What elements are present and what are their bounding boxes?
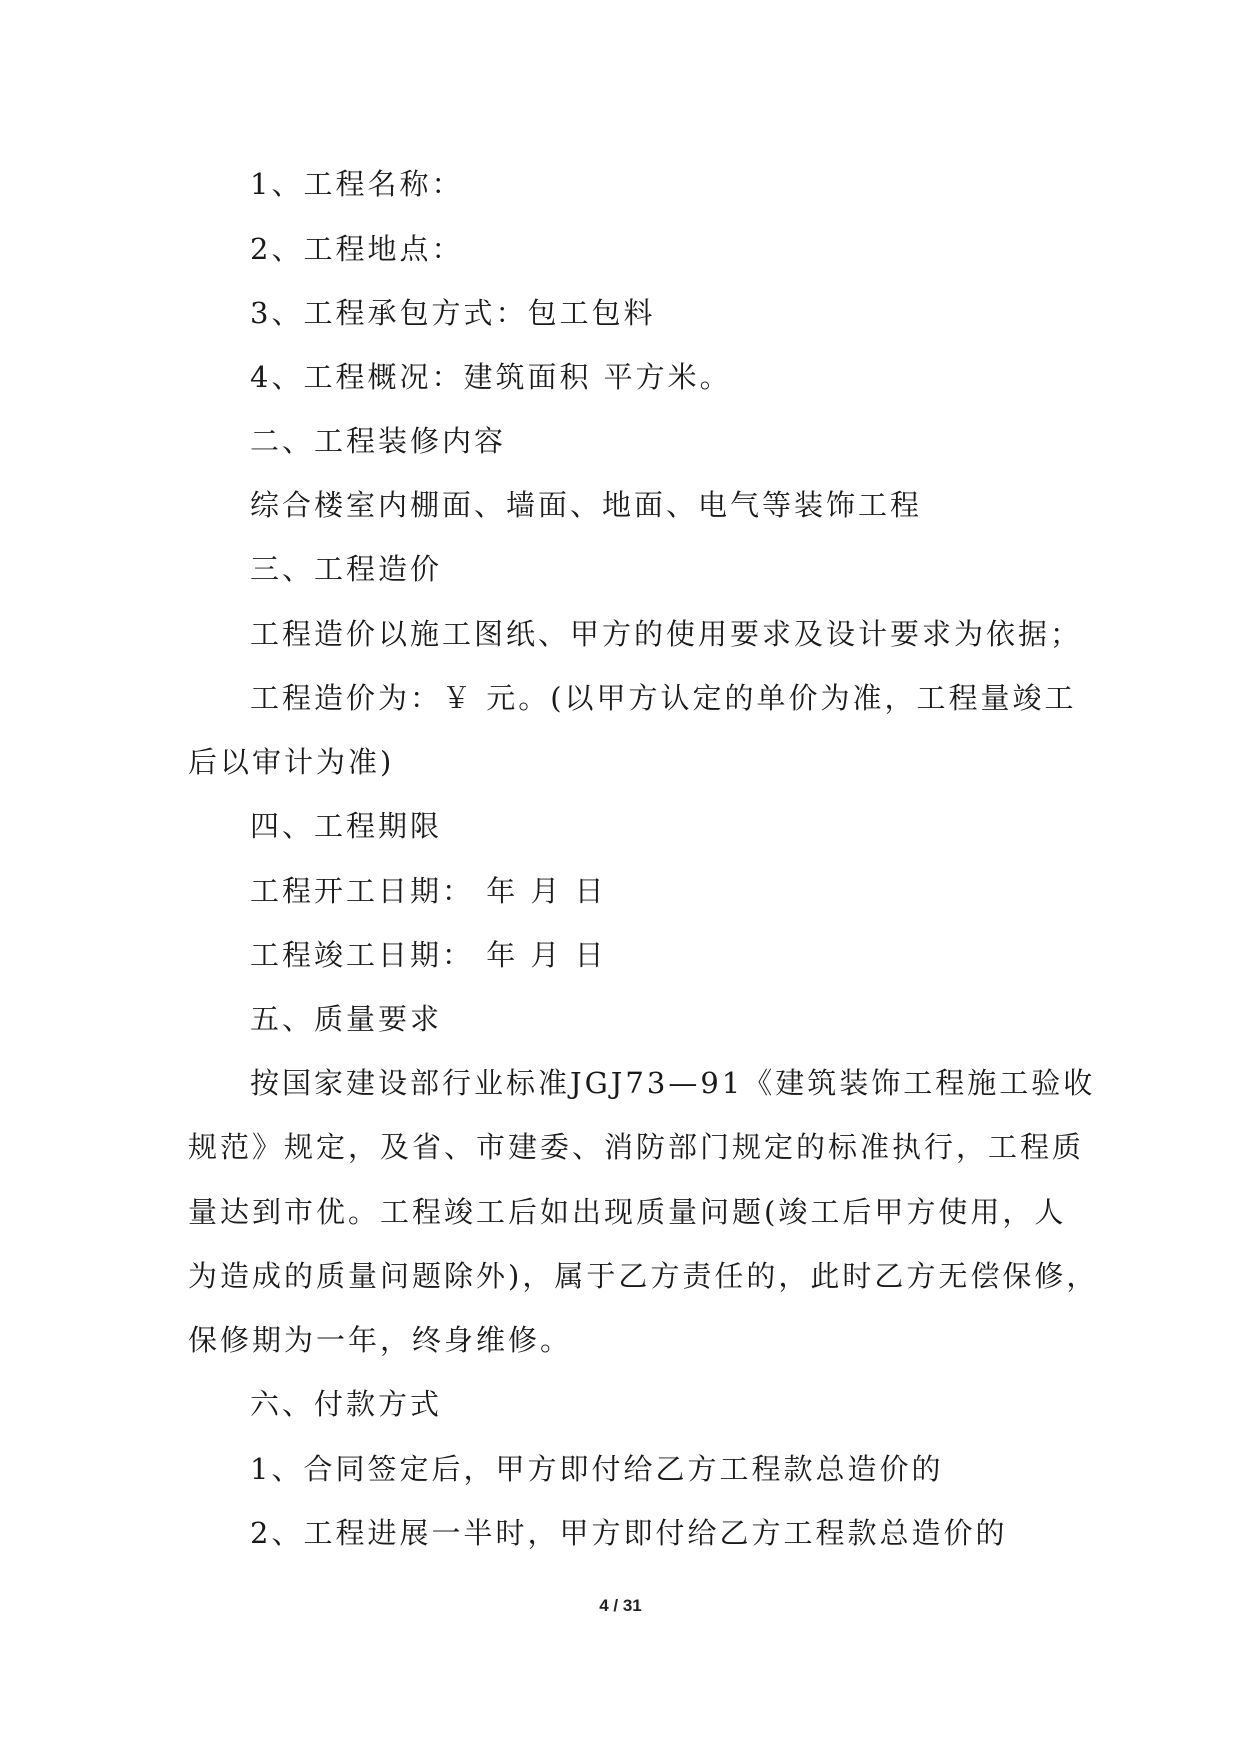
text-line: 工程造价为：￥ 元。(以甲方认定的单价为准，工程量竣工 xyxy=(250,681,1077,715)
text-line: 后以审计为准) xyxy=(188,745,395,779)
section-heading: 二、工程装修内容 xyxy=(250,424,507,458)
text-line: 量达到市优。工程竣工后如出现质量问题(竣工后甲方使用，人 xyxy=(188,1195,1067,1229)
text-line: 规范》规定，及省、市建委、消防部门规定的标准执行，工程质 xyxy=(188,1130,1085,1164)
text-line: 2、工程地点： xyxy=(250,232,464,266)
text-line: 综合楼室内棚面、墙面、地面、电气等装饰工程 xyxy=(250,488,923,522)
section-heading: 三、工程造价 xyxy=(250,552,443,586)
text-line: 工程造价以施工图纸、甲方的使用要求及设计要求为依据； xyxy=(250,617,1083,651)
text-line: 按国家建设部行业标准JGJ73—91《建筑装饰工程施工验收 xyxy=(250,1066,1096,1100)
text-line: 为造成的质量问题除外)，属于乙方责任的，此时乙方无偿保修， xyxy=(188,1259,1099,1293)
text-line: 3、工程承包方式：包工包料 xyxy=(250,296,656,330)
section-heading: 六、付款方式 xyxy=(250,1387,443,1421)
text-line: 4、工程概况：建筑面积 平方米。 xyxy=(250,360,732,394)
page-number: 4 / 31 xyxy=(599,1596,642,1615)
text-line: 2、工程进展一半时，甲方即付给乙方工程款总造价的 xyxy=(250,1516,1008,1550)
section-heading: 五、质量要求 xyxy=(250,1002,443,1036)
text-line: 1、合同签定后，甲方即付给乙方工程款总造价的 xyxy=(250,1452,944,1486)
text-line: 保修期为一年，终身维修。 xyxy=(188,1323,573,1357)
text-line: 1、工程名称： xyxy=(250,167,464,201)
text-line: 工程开工日期： 年 月 日 xyxy=(250,874,607,908)
text-line: 工程竣工日期： 年 月 日 xyxy=(250,938,607,972)
section-heading: 四、工程期限 xyxy=(250,809,443,843)
